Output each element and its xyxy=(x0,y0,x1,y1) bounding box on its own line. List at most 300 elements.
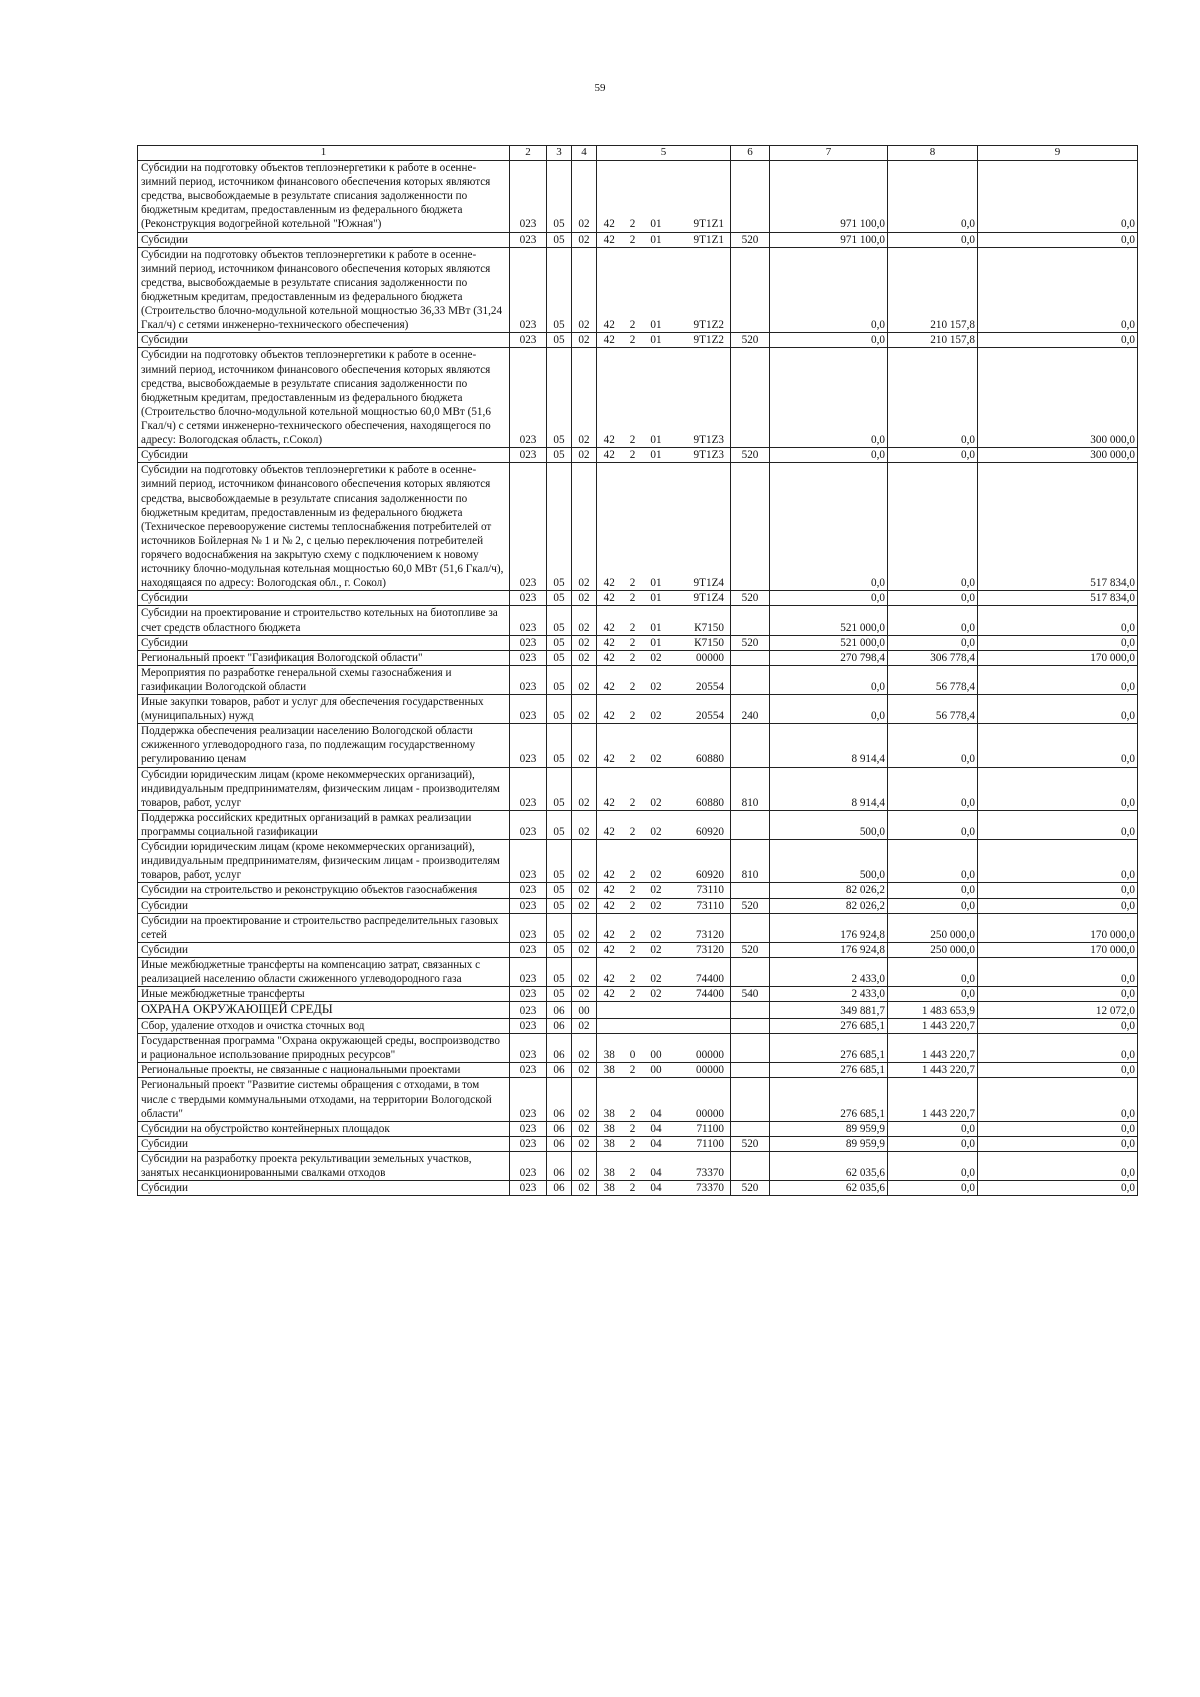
target-article-part-cell: 01 xyxy=(644,635,669,650)
target-article-part-cell: 2 xyxy=(622,348,644,448)
subsection-code-cell: 02 xyxy=(572,161,597,233)
target-article-part-cell: 9Т1Z1 xyxy=(669,161,731,233)
budget-table xyxy=(137,145,1138,1196)
target-article-part-cell: 42 xyxy=(597,767,622,810)
amount-col9-cell: 0,0 xyxy=(978,840,1138,883)
subsection-code-cell: 02 xyxy=(572,883,597,898)
row-name-cell: Субсидии юридическим лицам (кроме некоммерческих организаций), индивидуальным предпринимателям, физическим лицам - производителям товаров, работ, услуг xyxy=(138,767,510,810)
expense-type-cell xyxy=(731,1121,770,1136)
target-article-part-cell: 02 xyxy=(644,767,669,810)
expense-type-cell xyxy=(731,247,770,333)
target-article-part-cell: 2 xyxy=(622,1151,644,1180)
target-article-part-cell: 42 xyxy=(597,898,622,913)
section-code-cell: 05 xyxy=(547,348,572,448)
subsection-code-cell: 02 xyxy=(572,1078,597,1121)
header-cell: 4 xyxy=(572,146,597,161)
admin-code-cell: 023 xyxy=(510,958,547,987)
table-body xyxy=(138,161,1138,1196)
admin-code-cell: 023 xyxy=(510,840,547,883)
section-code-cell: 05 xyxy=(547,724,572,767)
target-article-part-cell: 42 xyxy=(597,161,622,233)
amount-col8-cell: 0,0 xyxy=(888,348,978,448)
target-article-part-cell: 2 xyxy=(622,463,644,591)
header-cell: 3 xyxy=(547,146,572,161)
subsection-code-cell: 02 xyxy=(572,695,597,724)
admin-code-cell: 023 xyxy=(510,665,547,694)
subsection-code-cell: 02 xyxy=(572,913,597,942)
amount-col9-cell: 0,0 xyxy=(978,665,1138,694)
target-article-part-cell: 02 xyxy=(644,665,669,694)
amount-col8-cell: 0,0 xyxy=(888,840,978,883)
subsection-code-cell: 02 xyxy=(572,840,597,883)
table-row xyxy=(138,448,1138,463)
target-article-part-cell: 02 xyxy=(644,898,669,913)
target-article-part-cell: 2 xyxy=(622,913,644,942)
target-article-part-cell: 2 xyxy=(622,810,644,839)
target-article-part-cell: 42 xyxy=(597,247,622,333)
target-article-part-cell: 73370 xyxy=(669,1151,731,1180)
table-row xyxy=(138,247,1138,333)
amount-col7-cell: 521 000,0 xyxy=(770,635,888,650)
amount-col8-cell: 0,0 xyxy=(888,1136,978,1151)
subsection-code-cell: 02 xyxy=(572,665,597,694)
expense-type-cell: 540 xyxy=(731,987,770,1002)
target-article-part-cell: 42 xyxy=(597,840,622,883)
table-row xyxy=(138,987,1138,1002)
amount-col7-cell: 0,0 xyxy=(770,448,888,463)
table-row xyxy=(138,1002,1138,1019)
table-row xyxy=(138,942,1138,957)
row-name-cell: Субсидии xyxy=(138,232,510,247)
section-code-cell: 05 xyxy=(547,840,572,883)
row-name-cell: Иные межбюджетные трансферты xyxy=(138,987,510,1002)
target-article-part-cell: 60920 xyxy=(669,840,731,883)
target-article-part-cell: 71100 xyxy=(669,1136,731,1151)
table-row xyxy=(138,232,1138,247)
amount-col8-cell: 1 443 220,7 xyxy=(888,1078,978,1121)
target-article-part-cell: 2 xyxy=(622,1181,644,1196)
target-article-part-cell: 38 xyxy=(597,1181,622,1196)
expense-type-cell xyxy=(731,1078,770,1121)
amount-col8-cell: 0,0 xyxy=(888,883,978,898)
target-article-part-cell: 42 xyxy=(597,942,622,957)
subsection-code-cell: 02 xyxy=(572,810,597,839)
row-name-cell: Поддержка российских кредитных организаций в рамках реализации программы социальной газификации xyxy=(138,810,510,839)
amount-col7-cell: 82 026,2 xyxy=(770,898,888,913)
amount-col7-cell: 0,0 xyxy=(770,591,888,606)
target-article-part-cell: 9Т1Z4 xyxy=(669,463,731,591)
row-name-cell: Государственная программа "Охрана окружающей среды, воспроизводство и рациональное использование природных ресурсов" xyxy=(138,1034,510,1063)
admin-code-cell: 023 xyxy=(510,463,547,591)
expense-type-cell xyxy=(731,724,770,767)
amount-col7-cell: 0,0 xyxy=(770,695,888,724)
header-cell: 7 xyxy=(770,146,888,161)
amount-col9-cell: 0,0 xyxy=(978,767,1138,810)
expense-type-cell xyxy=(731,1063,770,1078)
target-article-part-cell: 42 xyxy=(597,606,622,635)
subsection-code-cell: 02 xyxy=(572,942,597,957)
amount-col9-cell: 0,0 xyxy=(978,1034,1138,1063)
subsection-code-cell: 02 xyxy=(572,463,597,591)
amount-col8-cell: 210 157,8 xyxy=(888,333,978,348)
target-article-part-cell: 42 xyxy=(597,635,622,650)
section-code-cell: 06 xyxy=(547,1078,572,1121)
target-article-part-cell xyxy=(622,1002,644,1019)
target-article-part-cell: 20554 xyxy=(669,695,731,724)
expense-type-cell xyxy=(731,665,770,694)
table-row xyxy=(138,883,1138,898)
target-article-part-cell: К7150 xyxy=(669,606,731,635)
target-article-part-cell: 60880 xyxy=(669,724,731,767)
amount-col7-cell: 0,0 xyxy=(770,463,888,591)
target-article-part-cell xyxy=(622,1018,644,1033)
header-cell: 8 xyxy=(888,146,978,161)
amount-col9-cell: 517 834,0 xyxy=(978,463,1138,591)
section-code-cell: 05 xyxy=(547,463,572,591)
target-article-part-cell: 02 xyxy=(644,650,669,665)
amount-col8-cell: 0,0 xyxy=(888,606,978,635)
subsection-code-cell: 02 xyxy=(572,232,597,247)
table-row xyxy=(138,161,1138,233)
amount-col8-cell: 0,0 xyxy=(888,1151,978,1180)
target-article-part-cell: 9Т1Z2 xyxy=(669,333,731,348)
admin-code-cell: 023 xyxy=(510,333,547,348)
target-article-part-cell: 2 xyxy=(622,1063,644,1078)
admin-code-cell: 023 xyxy=(510,898,547,913)
amount-col9-cell: 0,0 xyxy=(978,606,1138,635)
amount-col9-cell: 300 000,0 xyxy=(978,448,1138,463)
amount-col9-cell: 0,0 xyxy=(978,1018,1138,1033)
expense-type-cell xyxy=(731,1018,770,1033)
admin-code-cell: 023 xyxy=(510,1181,547,1196)
header-cell: 1 xyxy=(138,146,510,161)
admin-code-cell: 023 xyxy=(510,635,547,650)
target-article-part-cell: 01 xyxy=(644,348,669,448)
target-article-part-cell: 00000 xyxy=(669,1034,731,1063)
target-article-part-cell: 9Т1Z3 xyxy=(669,348,731,448)
amount-col8-cell: 0,0 xyxy=(888,767,978,810)
target-article-part-cell: 2 xyxy=(622,1121,644,1136)
target-article-part-cell: 42 xyxy=(597,724,622,767)
amount-col7-cell: 176 924,8 xyxy=(770,942,888,957)
target-article-part-cell: 42 xyxy=(597,463,622,591)
table-row xyxy=(138,463,1138,591)
section-code-cell: 06 xyxy=(547,1034,572,1063)
admin-code-cell: 023 xyxy=(510,883,547,898)
target-article-part-cell: 2 xyxy=(622,767,644,810)
amount-col7-cell: 521 000,0 xyxy=(770,606,888,635)
expense-type-cell xyxy=(731,810,770,839)
target-article-part-cell: 71100 xyxy=(669,1121,731,1136)
section-code-cell: 06 xyxy=(547,1136,572,1151)
row-name-cell: Сбор, удаление отходов и очистка сточных вод xyxy=(138,1018,510,1033)
amount-col8-cell: 250 000,0 xyxy=(888,913,978,942)
section-code-cell: 06 xyxy=(547,1018,572,1033)
expense-type-cell: 520 xyxy=(731,333,770,348)
amount-col8-cell: 56 778,4 xyxy=(888,665,978,694)
amount-col7-cell: 971 100,0 xyxy=(770,232,888,247)
amount-col8-cell: 250 000,0 xyxy=(888,942,978,957)
section-code-cell: 05 xyxy=(547,665,572,694)
target-article-part-cell: 00 xyxy=(644,1063,669,1078)
target-article-part-cell: 38 xyxy=(597,1078,622,1121)
admin-code-cell: 023 xyxy=(510,810,547,839)
amount-col8-cell: 0,0 xyxy=(888,1181,978,1196)
subsection-code-cell: 00 xyxy=(572,1002,597,1019)
amount-col9-cell: 170 000,0 xyxy=(978,650,1138,665)
amount-col9-cell: 0,0 xyxy=(978,1136,1138,1151)
amount-col7-cell: 2 433,0 xyxy=(770,987,888,1002)
amount-col9-cell: 170 000,0 xyxy=(978,942,1138,957)
target-article-part-cell: 42 xyxy=(597,883,622,898)
amount-col7-cell: 62 035,6 xyxy=(770,1181,888,1196)
target-article-part-cell: 38 xyxy=(597,1063,622,1078)
section-code-cell: 05 xyxy=(547,635,572,650)
amount-col7-cell: 8 914,4 xyxy=(770,767,888,810)
target-article-part-cell: 2 xyxy=(622,650,644,665)
amount-col8-cell: 56 778,4 xyxy=(888,695,978,724)
amount-col8-cell: 1 443 220,7 xyxy=(888,1018,978,1033)
expense-type-cell xyxy=(731,463,770,591)
row-name-cell: Субсидии xyxy=(138,898,510,913)
admin-code-cell: 023 xyxy=(510,1034,547,1063)
target-article-part-cell: 38 xyxy=(597,1151,622,1180)
subsection-code-cell: 02 xyxy=(572,1151,597,1180)
amount-col8-cell: 0,0 xyxy=(888,898,978,913)
row-name-cell: Субсидии на разработку проекта рекультивации земельных участков, занятых несанкционированными свалками отходов xyxy=(138,1151,510,1180)
row-name-cell: Субсидии на подготовку объектов теплоэнергетики к работе в осенне-зимний период, источником финансового обеспечения которых являются средства, высвобождаемые в результате списания задолженности по бюджетным кредитам, предоставленным из федерального бюджета (Строительство блочно-модульной котельной мощностью 36,33 МВт (31,24 Гкал/ч) с сетями инженерно-технического обеспечения) xyxy=(138,247,510,333)
target-article-part-cell: 73120 xyxy=(669,942,731,957)
amount-col9-cell: 0,0 xyxy=(978,1121,1138,1136)
target-article-part-cell: 02 xyxy=(644,724,669,767)
admin-code-cell: 023 xyxy=(510,348,547,448)
amount-col7-cell: 2 433,0 xyxy=(770,958,888,987)
amount-col8-cell: 0,0 xyxy=(888,810,978,839)
subsection-code-cell: 02 xyxy=(572,898,597,913)
admin-code-cell: 023 xyxy=(510,1078,547,1121)
amount-col8-cell: 0,0 xyxy=(888,958,978,987)
section-code-cell: 05 xyxy=(547,913,572,942)
row-name-cell: Субсидии xyxy=(138,635,510,650)
admin-code-cell: 023 xyxy=(510,913,547,942)
amount-col7-cell: 89 959,9 xyxy=(770,1136,888,1151)
target-article-part-cell: 38 xyxy=(597,1121,622,1136)
target-article-part-cell: 2 xyxy=(622,333,644,348)
target-article-part-cell: 2 xyxy=(622,635,644,650)
target-article-part-cell: 02 xyxy=(644,958,669,987)
subsection-code-cell: 02 xyxy=(572,1181,597,1196)
target-article-part-cell: 42 xyxy=(597,348,622,448)
table-row xyxy=(138,840,1138,883)
subsection-code-cell: 02 xyxy=(572,333,597,348)
subsection-code-cell: 02 xyxy=(572,1034,597,1063)
subsection-code-cell: 02 xyxy=(572,635,597,650)
target-article-part-cell: 2 xyxy=(622,695,644,724)
target-article-part-cell: 42 xyxy=(597,695,622,724)
target-article-part-cell: 00000 xyxy=(669,1078,731,1121)
expense-type-cell: 810 xyxy=(731,767,770,810)
amount-col7-cell: 276 685,1 xyxy=(770,1063,888,1078)
amount-col9-cell: 517 834,0 xyxy=(978,591,1138,606)
amount-col9-cell: 0,0 xyxy=(978,333,1138,348)
section-code-cell: 05 xyxy=(547,958,572,987)
amount-col7-cell: 0,0 xyxy=(770,665,888,694)
target-article-part-cell: 42 xyxy=(597,665,622,694)
header-cell: 9 xyxy=(978,146,1138,161)
target-article-part-cell: 02 xyxy=(644,840,669,883)
target-article-part-cell xyxy=(669,1018,731,1033)
admin-code-cell: 023 xyxy=(510,1018,547,1033)
table-row xyxy=(138,1063,1138,1078)
target-article-part-cell: 9Т1Z4 xyxy=(669,591,731,606)
section-code-cell: 05 xyxy=(547,247,572,333)
target-article-part-cell: 01 xyxy=(644,463,669,591)
target-article-part-cell: 2 xyxy=(622,840,644,883)
amount-col9-cell: 0,0 xyxy=(978,1151,1138,1180)
target-article-part-cell: 2 xyxy=(622,161,644,233)
target-article-part-cell: 60920 xyxy=(669,810,731,839)
target-article-part-cell xyxy=(597,1018,622,1033)
row-name-cell: Субсидии xyxy=(138,591,510,606)
target-article-part-cell: 74400 xyxy=(669,987,731,1002)
admin-code-cell: 023 xyxy=(510,987,547,1002)
amount-col9-cell: 0,0 xyxy=(978,1078,1138,1121)
header-cell: 2 xyxy=(510,146,547,161)
row-name-cell: Региональный проект "Газификация Вологодской области" xyxy=(138,650,510,665)
table-row xyxy=(138,724,1138,767)
amount-col9-cell: 0,0 xyxy=(978,1063,1138,1078)
target-article-part-cell: 42 xyxy=(597,810,622,839)
expense-type-cell xyxy=(731,1002,770,1019)
target-article-part-cell: 60880 xyxy=(669,767,731,810)
row-name-cell: Субсидии на проектирование и строительство распределительных газовых сетей xyxy=(138,913,510,942)
amount-col8-cell: 0,0 xyxy=(888,161,978,233)
amount-col9-cell: 0,0 xyxy=(978,161,1138,233)
expense-type-cell: 520 xyxy=(731,232,770,247)
target-article-part-cell: 2 xyxy=(622,724,644,767)
amount-col9-cell: 0,0 xyxy=(978,724,1138,767)
target-article-part-cell: 02 xyxy=(644,810,669,839)
target-article-part-cell: 2 xyxy=(622,665,644,694)
table-row xyxy=(138,606,1138,635)
table-row xyxy=(138,913,1138,942)
target-article-part-cell: 2 xyxy=(622,606,644,635)
section-code-cell: 05 xyxy=(547,883,572,898)
section-code-cell: 05 xyxy=(547,161,572,233)
expense-type-cell xyxy=(731,958,770,987)
admin-code-cell: 023 xyxy=(510,1002,547,1019)
admin-code-cell: 023 xyxy=(510,232,547,247)
table-row xyxy=(138,591,1138,606)
expense-type-cell xyxy=(731,1151,770,1180)
section-code-cell: 05 xyxy=(547,232,572,247)
header-cell: 6 xyxy=(731,146,770,161)
target-article-part-cell: 74400 xyxy=(669,958,731,987)
section-code-cell: 05 xyxy=(547,767,572,810)
subsection-code-cell: 02 xyxy=(572,591,597,606)
row-name-cell: Субсидии xyxy=(138,333,510,348)
table-row xyxy=(138,767,1138,810)
table-row xyxy=(138,1181,1138,1196)
target-article-part-cell: 00000 xyxy=(669,650,731,665)
target-article-part-cell: 42 xyxy=(597,913,622,942)
expense-type-cell: 810 xyxy=(731,840,770,883)
section-code-cell: 06 xyxy=(547,1121,572,1136)
subsection-code-cell: 02 xyxy=(572,1121,597,1136)
table-row xyxy=(138,1136,1138,1151)
target-article-part-cell: 2 xyxy=(622,942,644,957)
table-row xyxy=(138,1121,1138,1136)
target-article-part-cell: 02 xyxy=(644,942,669,957)
row-name-cell: Субсидии на строительство и реконструкцию объектов газоснабжения xyxy=(138,883,510,898)
table-row xyxy=(138,333,1138,348)
amount-col8-cell: 210 157,8 xyxy=(888,247,978,333)
target-article-part-cell: 73110 xyxy=(669,898,731,913)
target-article-part-cell: 9Т1Z1 xyxy=(669,232,731,247)
expense-type-cell: 520 xyxy=(731,898,770,913)
row-name-cell: Субсидии xyxy=(138,1136,510,1151)
table-row xyxy=(138,1078,1138,1121)
target-article-part-cell: 0 xyxy=(622,1034,644,1063)
amount-col7-cell: 971 100,0 xyxy=(770,161,888,233)
section-code-cell: 05 xyxy=(547,898,572,913)
target-article-part-cell: 42 xyxy=(597,987,622,1002)
section-code-cell: 05 xyxy=(547,333,572,348)
row-name-cell: Иные межбюджетные трансферты на компенсацию затрат, связанных с реализацией населению области сжиженного углеводородного газа xyxy=(138,958,510,987)
admin-code-cell: 023 xyxy=(510,606,547,635)
row-name-cell: Субсидии на проектирование и строительство котельных на биотопливе за счет средств областного бюджета xyxy=(138,606,510,635)
amount-col8-cell: 0,0 xyxy=(888,591,978,606)
target-article-part-cell xyxy=(644,1018,669,1033)
header-cell: 5 xyxy=(597,146,731,161)
section-code-cell: 05 xyxy=(547,695,572,724)
target-article-part-cell: 01 xyxy=(644,448,669,463)
target-article-part-cell: 00 xyxy=(644,1034,669,1063)
target-article-part-cell: 9Т1Z3 xyxy=(669,448,731,463)
target-article-part-cell: 2 xyxy=(622,898,644,913)
target-article-part-cell: 73120 xyxy=(669,913,731,942)
target-article-part-cell: 00000 xyxy=(669,1063,731,1078)
target-article-part-cell: 01 xyxy=(644,591,669,606)
expense-type-cell xyxy=(731,650,770,665)
row-name-cell: Субсидии на обустройство контейнерных площадок xyxy=(138,1121,510,1136)
amount-col7-cell: 276 685,1 xyxy=(770,1034,888,1063)
target-article-part-cell: 01 xyxy=(644,161,669,233)
amount-col9-cell: 0,0 xyxy=(978,635,1138,650)
target-article-part-cell: 2 xyxy=(622,1136,644,1151)
target-article-part-cell: 04 xyxy=(644,1121,669,1136)
admin-code-cell: 023 xyxy=(510,942,547,957)
target-article-part-cell: 73370 xyxy=(669,1181,731,1196)
target-article-part-cell: 42 xyxy=(597,591,622,606)
subsection-code-cell: 02 xyxy=(572,767,597,810)
expense-type-cell xyxy=(731,913,770,942)
target-article-part-cell: 2 xyxy=(622,247,644,333)
admin-code-cell: 023 xyxy=(510,161,547,233)
target-article-part-cell: 04 xyxy=(644,1181,669,1196)
target-article-part-cell: 20554 xyxy=(669,665,731,694)
target-article-part-cell xyxy=(669,1002,731,1019)
table-row xyxy=(138,810,1138,839)
subsection-code-cell: 02 xyxy=(572,1063,597,1078)
target-article-part-cell xyxy=(597,1002,622,1019)
amount-col9-cell: 170 000,0 xyxy=(978,913,1138,942)
amount-col9-cell: 0,0 xyxy=(978,247,1138,333)
amount-col9-cell: 0,0 xyxy=(978,958,1138,987)
row-name-cell: Субсидии xyxy=(138,448,510,463)
amount-col8-cell: 1 443 220,7 xyxy=(888,1063,978,1078)
amount-col9-cell: 0,0 xyxy=(978,987,1138,1002)
